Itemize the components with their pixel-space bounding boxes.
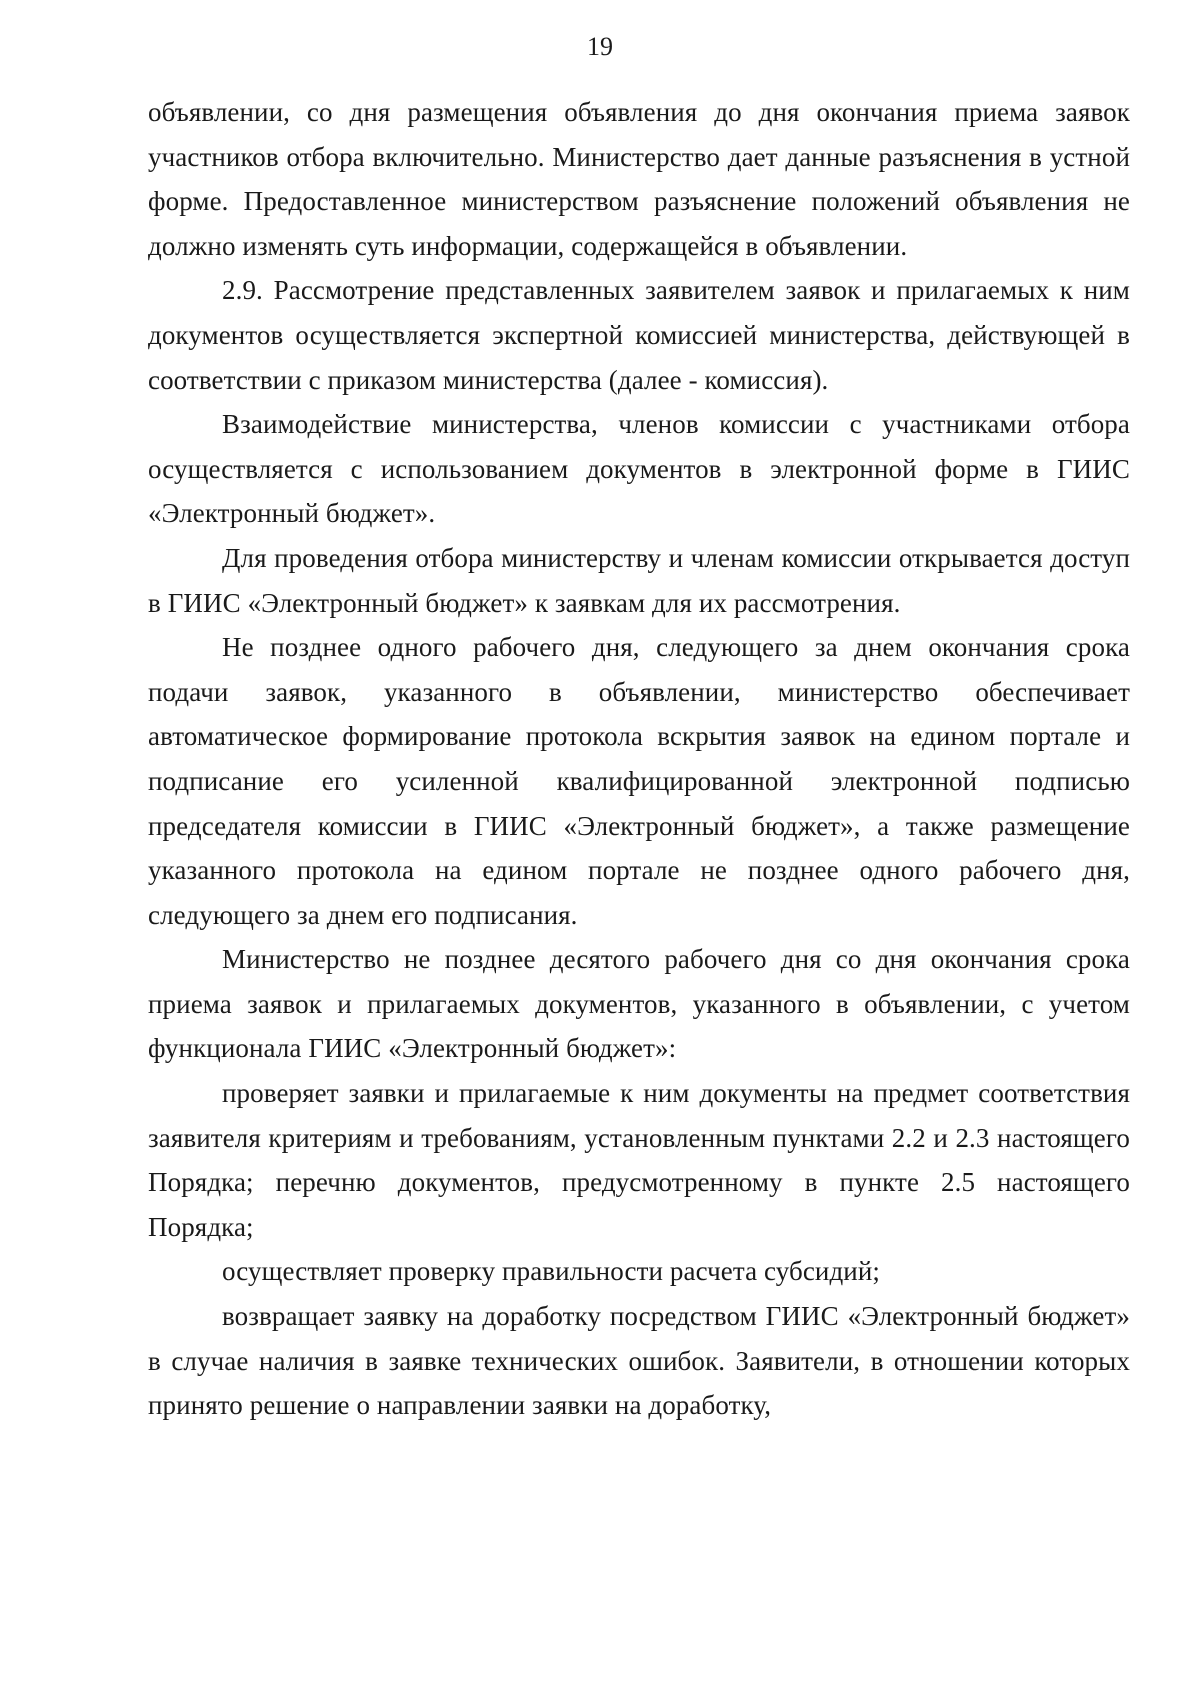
- paragraph-checks-applications: проверяет заявки и прилагаемые к ним документы на предмет соответствия заявителя критериям и требованиям, установленным пунктами 2.2 и 2.3 настоящего Порядка; перечню документов, предусмотренному в пункте 2.5 настоящего Порядка;: [148, 1078, 1130, 1242]
- paragraph-2-9: 2.9. Рассмотрение представленных заявителем заявок и прилагаемых к ним документов осуществляется экспертной комиссией министерства, действующей в соответствии с приказом министерства (далее - комиссия).: [148, 275, 1130, 395]
- body-text: [148, 90, 1130, 1428]
- paragraph-protocol: Не позднее одного рабочего дня, следующего за днем окончания срока подачи заявок, указанного в объявлении, министерство обеспечивает автоматическое формирование протокола вскрытия заявок на едином портале и подписание его усиленной квалифицированной электронной подписью председателя комиссии в ГИИС «Электронный бюджет», а также размещение указанного протокола на едином портале не позднее одного рабочего дня, следующего за днем его подписания.: [148, 632, 1130, 930]
- paragraph-ministry-deadline: Министерство не позднее десятого рабочего дня со дня окончания срока приема заявок и прилагаемых документов, указанного в объявлении, с учетом функционала ГИИС «Электронный бюджет»:: [148, 944, 1130, 1064]
- paragraph-access: Для проведения отбора министерству и членам комиссии открывается доступ в ГИИС «Электронный бюджет» к заявкам для их рассмотрения.: [148, 542, 1130, 618]
- paragraph-returns-application: возвращает заявку на доработку посредством ГИИС «Электронный бюджет» в случае наличия в заявке технических ошибок. Заявители, в отношении которых принято решение о направлении заявки на доработку,: [148, 1301, 1130, 1421]
- paragraph-checks-calculation: осуществляет проверку правильности расчета субсидий;: [222, 1256, 881, 1287]
- paragraph-interaction: Взаимодействие министерства, членов комиссии с участниками отбора осуществляется с использованием документов в электронной форме в ГИИС «Электронный бюджет».: [148, 409, 1130, 529]
- paragraph-continuation: объявлении, со дня размещения объявления до дня окончания приема заявок участников отбора включительно. Министерство дает данные разъяснения в устной форме. Предоставленное министерством разъяснение положений объявления не должно изменять суть информации, содержащейся в объявлении.: [148, 97, 1130, 261]
- page-number: 19: [587, 32, 613, 61]
